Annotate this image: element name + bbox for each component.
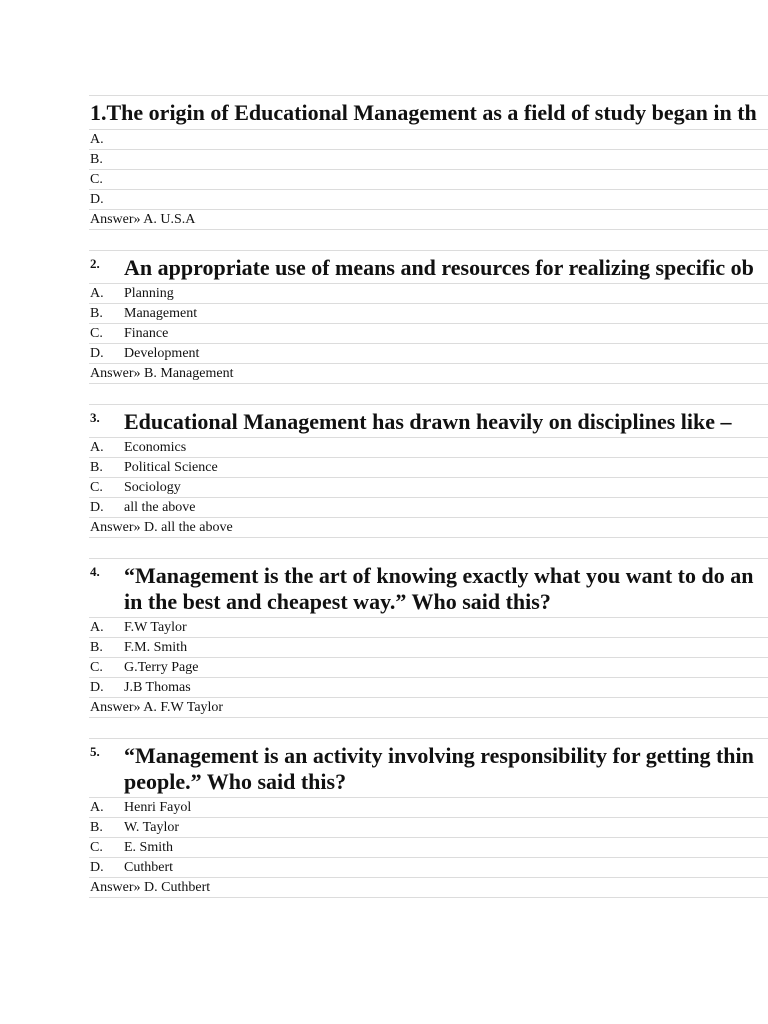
question-1	[89, 95, 768, 230]
option-text: Finance	[124, 326, 169, 341]
question-4-text: “Management is the art of knowing exactly what you want to do an in the best and cheapest way.” Who said this?	[124, 563, 754, 614]
option-d[interactable]	[89, 858, 768, 878]
question-number: 4.	[90, 564, 100, 579]
option-d[interactable]	[89, 344, 768, 364]
option-a[interactable]	[89, 618, 768, 638]
option-text: Planning	[124, 286, 174, 301]
option-letter: B.	[90, 640, 103, 655]
question-3	[89, 404, 768, 538]
option-d[interactable]	[89, 498, 768, 518]
option-letter: D.	[90, 500, 104, 515]
option-letter: A.	[90, 286, 104, 301]
option-text: Cuthbert	[124, 860, 173, 875]
option-d[interactable]	[89, 678, 768, 698]
option-b[interactable]	[89, 304, 768, 324]
option-b[interactable]	[89, 818, 768, 838]
answer-line: Answer» A. F.W Taylor	[89, 698, 768, 718]
option-text: Economics	[124, 440, 187, 455]
option-letter: A.	[90, 800, 104, 815]
option-letter: D.	[90, 680, 104, 695]
answer-line: Answer» A. U.S.A	[89, 210, 768, 230]
option-text: all the above	[124, 500, 196, 515]
option-text: Henri Fayol	[124, 800, 192, 815]
option-letter: A.	[90, 440, 104, 455]
option-letter: D.	[90, 192, 104, 207]
answer-line: Answer» D. all the above	[89, 518, 768, 538]
option-text: J.B Thomas	[124, 680, 191, 695]
option-text: Sociology	[124, 480, 181, 495]
answer-line: Answer» B. Management	[89, 364, 768, 384]
question-2-text: An appropriate use of means and resources for realizing specific ob	[124, 255, 754, 280]
option-letter: B.	[90, 460, 103, 475]
question-1-header	[89, 95, 768, 130]
option-d[interactable]	[89, 190, 768, 210]
option-text: G.Terry Page	[124, 660, 199, 675]
question-1-text: 1.The origin of Educational Management as a field of study began in th	[90, 100, 757, 125]
option-b[interactable]	[89, 458, 768, 478]
option-text: F.M. Smith	[124, 640, 188, 655]
question-5	[89, 738, 768, 898]
option-c[interactable]	[89, 324, 768, 344]
option-c[interactable]	[89, 170, 768, 190]
option-letter: C.	[90, 840, 103, 855]
option-b[interactable]	[89, 150, 768, 170]
option-a[interactable]	[89, 438, 768, 458]
question-number: 5.	[90, 744, 100, 759]
question-5-text: “Management is an activity involving responsibility for getting thin people.” Who said this?	[124, 743, 754, 794]
option-letter: C.	[90, 172, 103, 187]
option-c[interactable]	[89, 478, 768, 498]
option-text: Development	[124, 346, 200, 361]
option-letter: C.	[90, 660, 103, 675]
question-2	[89, 250, 768, 384]
option-letter: C.	[90, 480, 103, 495]
option-letter: C.	[90, 326, 103, 341]
question-4	[89, 558, 768, 718]
option-text: Political Science	[124, 460, 218, 475]
option-b[interactable]	[89, 638, 768, 658]
answer-line: Answer» D. Cuthbert	[89, 878, 768, 898]
question-3-text: Educational Management has drawn heavily on disciplines like –	[124, 409, 732, 434]
option-a[interactable]	[89, 798, 768, 818]
quiz-page	[89, 95, 768, 918]
question-5-header	[89, 738, 768, 798]
option-letter: B.	[90, 306, 103, 321]
question-number: 2.	[90, 256, 100, 271]
option-a[interactable]	[89, 284, 768, 304]
option-letter: D.	[90, 346, 104, 361]
question-3-header	[89, 404, 768, 438]
question-4-header	[89, 558, 768, 618]
option-c[interactable]	[89, 838, 768, 858]
option-a[interactable]	[89, 130, 768, 150]
option-c[interactable]	[89, 658, 768, 678]
option-letter: A.	[90, 620, 104, 635]
option-text: F.W Taylor	[124, 620, 187, 635]
option-letter: A.	[90, 132, 104, 147]
option-text: E. Smith	[124, 840, 174, 855]
option-letter: B.	[90, 820, 103, 835]
option-letter: D.	[90, 860, 104, 875]
option-text: W. Taylor	[124, 820, 180, 835]
question-2-header	[89, 250, 768, 284]
question-number: 3.	[90, 410, 100, 425]
option-letter: B.	[90, 152, 103, 167]
option-text: Management	[124, 306, 198, 321]
